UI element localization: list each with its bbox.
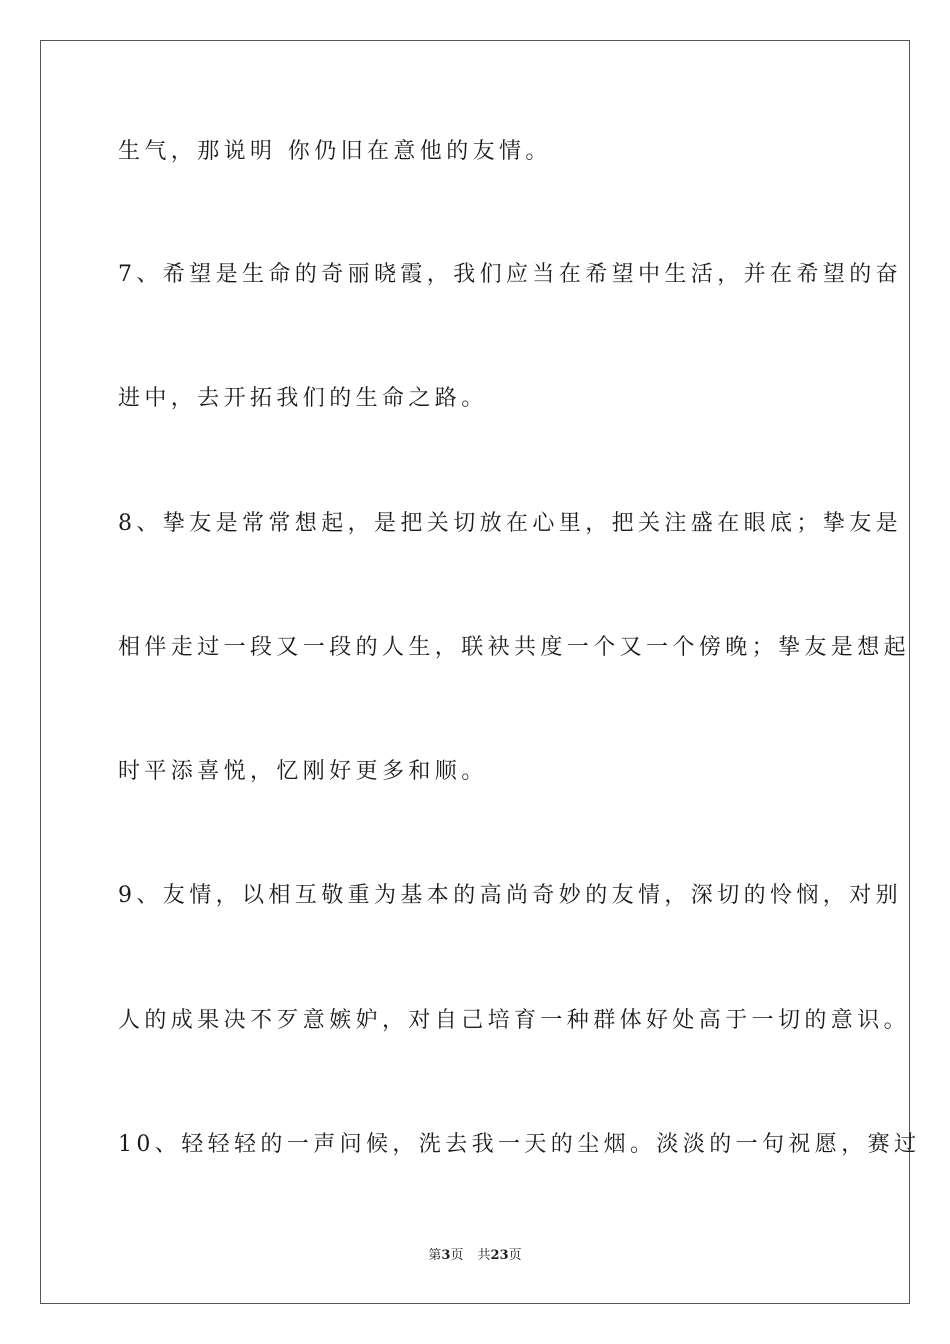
text-line-8: 人的成果决不歹意嫉妒，对自己培育一种群体好处高于一切的意识。 (118, 1008, 911, 1033)
footer-page-number: 3 (441, 1248, 451, 1263)
text-line-4: 8、挚友是常常想起，是把关切放在心里，把关注盛在眼底；挚友是 (118, 511, 902, 536)
footer-page-suffix: 页 (450, 1248, 464, 1263)
page-footer (0, 1247, 950, 1265)
page-border (40, 40, 921, 1304)
text-line-3: 进中，去开拓我们的生命之路。 (118, 386, 488, 411)
text-line-9: 10、轻轻轻的一声问候，洗去我一天的尘烟。淡淡的一句祝愿，赛过 (118, 1132, 921, 1157)
footer-total-prefix: 共 (477, 1248, 491, 1263)
text-line-5: 相伴走过一段又一段的人生，联袂共度一个又一个傍晚；挚友是想起 (118, 635, 911, 660)
footer-total-pages: 23 (490, 1248, 509, 1263)
text-line-1: 生气，那说明 你仍旧在意他的友情。 (118, 139, 552, 164)
text-line-6: 时平添喜悦，忆刚好更多和顺。 (118, 759, 488, 784)
text-line-7: 9、友情，以相互敬重为基本的高尚奇妙的友情，深切的怜悯，对别 (118, 883, 902, 908)
footer-total-suffix: 页 (508, 1248, 522, 1263)
footer-page-prefix: 第 (428, 1248, 442, 1263)
text-line-2: 7、希望是生命的奇丽晓霞，我们应当在希望中生活，并在希望的奋 (118, 262, 902, 287)
